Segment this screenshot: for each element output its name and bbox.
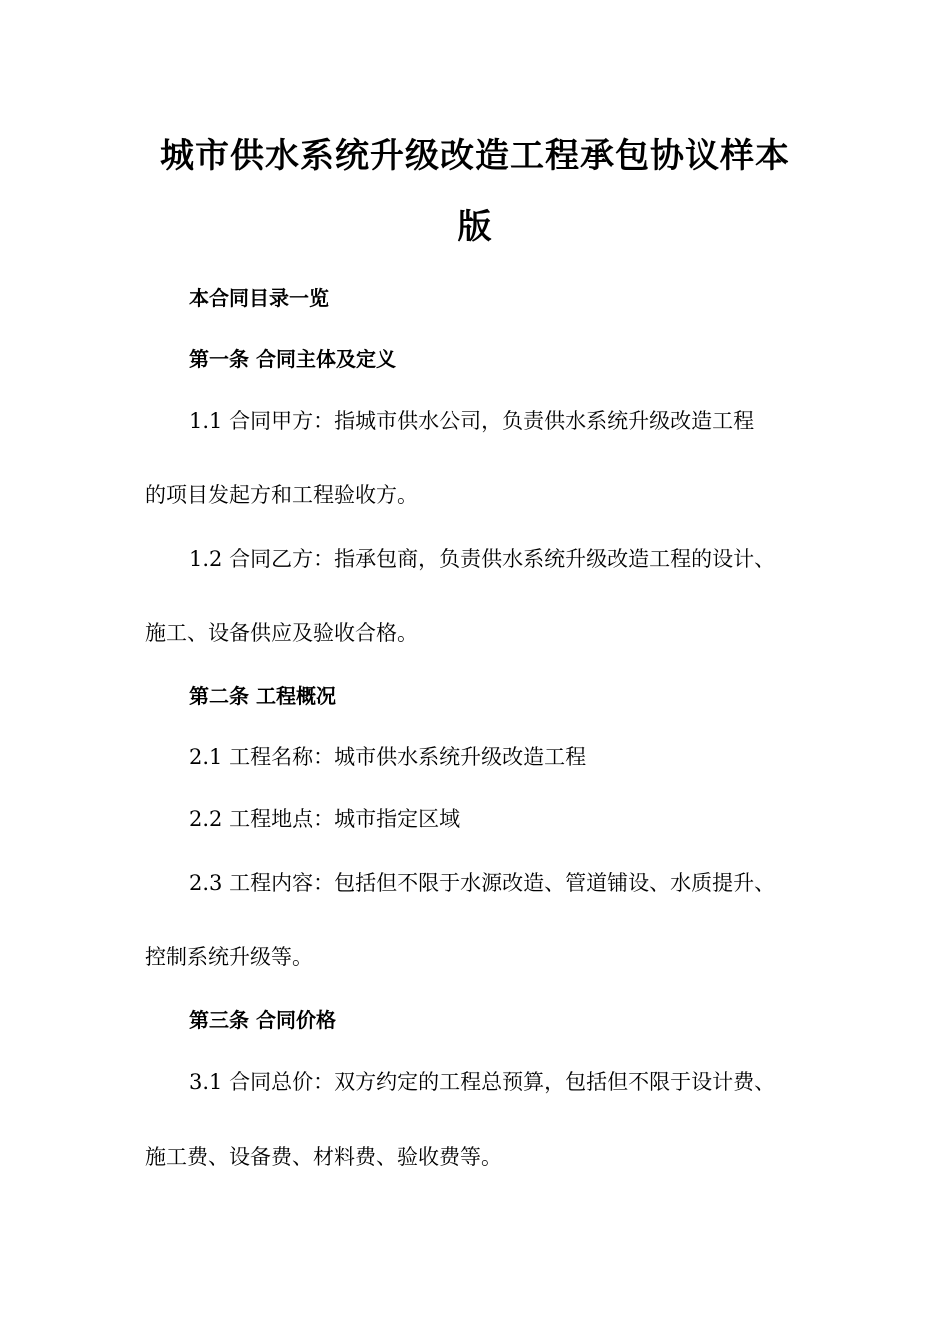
document-title-line-1: 城市供水系统升级改造工程承包协议样本 — [160, 136, 790, 176]
clause-3-1-line-2: 施工费、设备费、材料费、验收费等。 — [145, 1145, 502, 1169]
clause-2-1: 2.1 工程名称：城市供水系统升级改造工程 — [189, 745, 587, 769]
document-title-line-2: 版 — [457, 207, 493, 247]
clause-3-1-line-1: 3.1 合同总价：双方约定的工程总预算，包括但不限于设计费、 — [189, 1070, 776, 1094]
toc-heading: 本合同目录一览 — [189, 286, 329, 310]
article-2-heading: 第二条 工程概况 — [189, 684, 336, 708]
clause-1-2-line-2: 施工、设备供应及验收合格。 — [145, 621, 418, 645]
article-3-heading: 第三条 合同价格 — [189, 1008, 336, 1032]
clause-2-2: 2.2 工程地点：城市指定区域 — [189, 807, 461, 831]
clause-2-3-line-2: 控制系统升级等。 — [145, 945, 313, 969]
article-1-heading: 第一条 合同主体及定义 — [189, 347, 396, 371]
clause-2-3-line-1: 2.3 工程内容：包括但不限于水源改造、管道铺设、水质提升、 — [189, 871, 776, 895]
clause-1-2-line-1: 1.2 合同乙方：指承包商，负责供水系统升级改造工程的设计、 — [189, 547, 776, 571]
clause-1-1-line-2: 的项目发起方和工程验收方。 — [145, 483, 418, 507]
clause-1-1-line-1: 1.1 合同甲方：指城市供水公司，负责供水系统升级改造工程 — [189, 409, 755, 433]
